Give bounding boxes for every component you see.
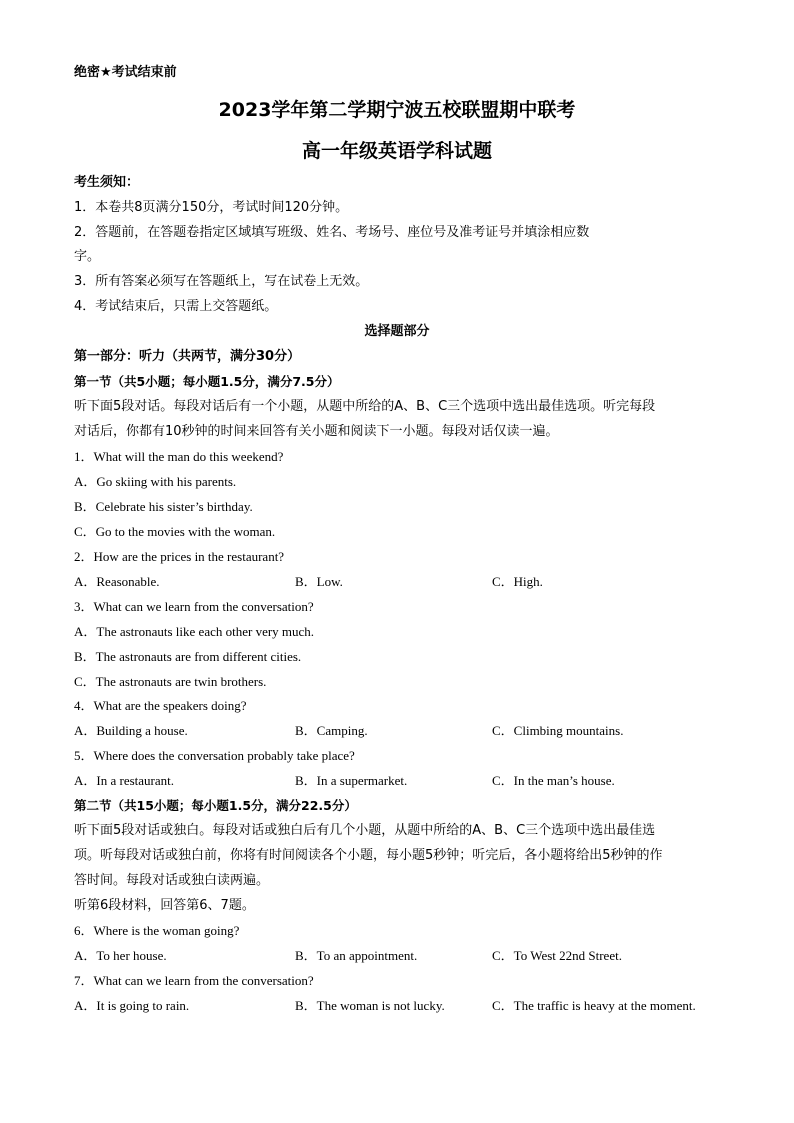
- confidential-label: 绝密★考试结束前: [74, 65, 177, 80]
- question-stem: 4．What are the speakers doing?: [74, 698, 247, 713]
- notice-item: 2．答题前，在答题卷指定区域填写班级、姓名、考场号、座位号及准考证号并填涂相应数: [74, 225, 590, 240]
- option-c: C．High.: [492, 574, 543, 589]
- question-stem: 2．How are the prices in the restaurant?: [74, 549, 285, 564]
- sec1-instructions: 听下面5段对话。每段对话后有一个小题，从题中所给的A、B、C三个选项中选出最佳选项。听完每段: [74, 399, 656, 414]
- section-title: 选择题部分: [364, 324, 430, 339]
- option-b: B．In a supermarket.: [295, 773, 408, 788]
- option-b: B．Celebrate his sister’s birthday.: [74, 499, 253, 514]
- option-b: B．To an appointment.: [295, 948, 418, 963]
- exam-subtitle: 高一年级英语学科试题: [301, 140, 492, 162]
- notice-item: 1．本卷共8页满分150分，考试时间120分钟。: [74, 200, 349, 215]
- option-b: B．Low.: [295, 574, 343, 589]
- notice-item: 4．考试结束后，只需上交答题纸。: [74, 299, 278, 314]
- option-c: C．The traffic is heavy at the moment.: [492, 998, 696, 1013]
- sec2-instructions: 听下面5段对话或独白。每段对话或独白后有几个小题，从题中所给的A、B、C三个选项中选出最佳选: [74, 823, 656, 838]
- option-b: B．The woman is not lucky.: [295, 998, 445, 1013]
- notice-item: 3．所有答案必须写在答题纸上，写在试卷上无效。: [74, 274, 369, 289]
- question-stem: 5．Where does the conversation probably take place?: [74, 748, 355, 763]
- option-c: C．In the man’s house.: [492, 773, 615, 788]
- sec1-instructions: 对话后，你都有10秒钟的时间来回答有关小题和阅读下一小题。每段对话仅读一遍。: [74, 424, 559, 439]
- notice-heading: 考生须知：: [74, 175, 140, 190]
- question-stem: 1．What will the man do this weekend?: [74, 449, 284, 464]
- question-stem: 6．Where is the woman going?: [74, 923, 240, 938]
- option-a: A．Building a house.: [74, 723, 188, 738]
- material-note: 听第6段材料，回答第6、7题。: [74, 898, 255, 913]
- sec2-heading: 第二节（共15小题；每小题1.5分，满分22.5分）: [74, 798, 357, 813]
- option-a: A．The astronauts like each other very much.: [74, 624, 315, 639]
- notice-item: 字。: [74, 249, 101, 264]
- option-c: C．Go to the movies with the woman.: [74, 524, 276, 539]
- option-c: C．To West 22nd Street.: [492, 948, 622, 963]
- sec1-heading: 第一节（共5小题；每小题1.5分，满分7.5分）: [74, 374, 340, 389]
- option-a: A．In a restaurant.: [74, 773, 174, 788]
- option-b: B．Camping.: [295, 723, 368, 738]
- option-a: A．It is going to rain.: [74, 998, 190, 1013]
- part1-heading: 第一部分：听力（共两节，满分30分）: [74, 349, 301, 364]
- exam-title: 2023学年第二学期宁波五校联盟期中联考: [218, 99, 576, 121]
- option-a: A．Go skiing with his parents.: [74, 474, 237, 489]
- option-a: A．To her house.: [74, 948, 167, 963]
- sec2-instructions: 答时间。每段对话或独白读两遍。: [74, 873, 270, 888]
- question-stem: 3．What can we learn from the conversation?: [74, 599, 314, 614]
- question-stem: 7．What can we learn from the conversation?: [74, 973, 314, 988]
- option-c: C．The astronauts are twin brothers.: [74, 674, 267, 689]
- sec2-instructions: 项。听每段对话或独白前，你将有时间阅读各个小题，每小题5秒钟；听完后，各小题将给出5秒钟的作: [74, 848, 663, 863]
- option-b: B．The astronauts are from different cities.: [74, 649, 302, 664]
- option-a: A．Reasonable.: [74, 574, 160, 589]
- option-c: C．Climbing mountains.: [492, 723, 624, 738]
